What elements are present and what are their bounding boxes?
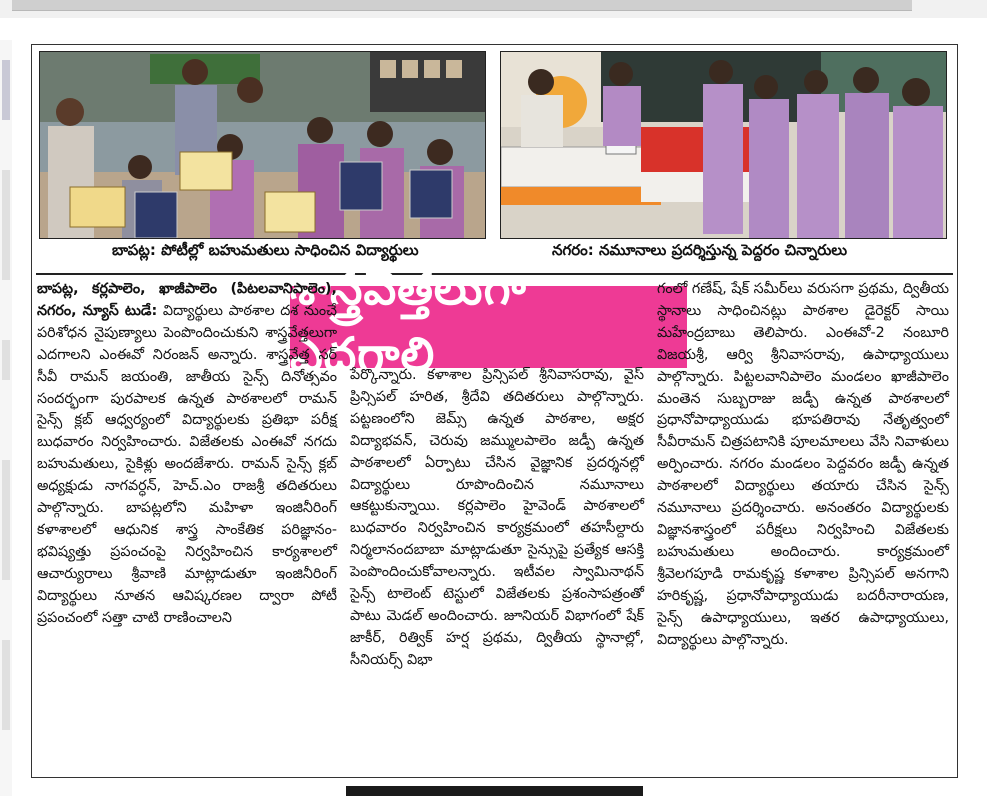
adjacent-page-edge <box>0 40 12 796</box>
body-text-col2: పేర్కొన్నారు. కళాశాల ప్రిన్సిపల్ శ్రీనివాసరావు, వైస్ ప్రిన్సిపల్ హరిత, శ్రీదేవి తదితరులు పాల్గొన్నారు. పట్టణంలోని జెమ్స్ ఉన్నత పాఠశాల, అక్షర విద్యాభవన్, చెరువు జమ్ములపాలెం జడ్పీ ఉన్నత పాఠశాలలో ఏర్పాటు చేసిన వైజ్ఞానిక ప్రదర్శనల్లో విద్యార్థులు రూపొందించిన నమూనాలు ఆకట్టుకున్నాయి. కర్లపాలెం హైవెండ్ పాఠశాలలో బుధవారం నిర్వహించిన కార్యక్రమంలో తహసీల్దారు నిర్మలానందబాబా మాట్లాడుతూ సైన్సుపై ప్రత్యేక ఆసక్తి పెంపొందించుకోవాలన్నారు. ఇటీవల స్వామినాథన్ సైన్స్ టాలెంట్ టెస్టులో విజేతలకు ప్రశంసాపత్రంతో పాటు మెడల్ అందించారు. జూనియర్ విభాగంలో షేక్ జాకీర్, రిత్విక్ హర్ష ప్రథమ, ద్వితీయ స్థానాల్లో, సీనియర్స్ విభా <box>350 367 644 668</box>
headline-box <box>290 261 687 381</box>
photo-illustration <box>501 52 946 238</box>
photo-caption-right: నగరం: నమూనాలు ప్రదర్శిస్తున్న పెద్దరం చిన్నారులు <box>552 241 848 259</box>
body-text-col1: విద్యార్థులు పాఠశాల దశ నుంచే పరిశోధన నైపుణ్యాలు పెంపొందించుకుని శాస్త్రవేత్తలుగా ఎదగాలని ఎంఈవో నిరంజన్ అన్నారు. శాస్త్రవేత్త సర్ సీవీ రామన్ జయంతి, జాతీయ సైన్స్ దినోత్సవం సందర్భంగా పురపాలక ఉన్నత పాఠశాలలో రామన్ సైన్స్ క్లబ్ ఆధ్వర్యంలో విద్యార్థులకు ప్రతిభా పరీక్ష బుధవారం నిర్వహించారు. విజేతలకు ఎంఈవో నగదు బహుమతులు, సైకిళ్లు అందజేశారు. రామన్ సైన్స్ క్లబ్ అధ్యక్షుడు నాగవర్ధన్, హెచ్.ఎం రాజశ్రీ తదితరులు పాల్గొన్నారు. బాపట్లలోని మహిళా ఇంజినీరింగ్ కళాశాలలో ఆధునిక శాస్త్ర సాంకేతిక పరిజ్ఞానం- భవిష్యత్తు ప్రపంచంపై నిర్వహించిన కార్యశాలలో ఆచార్యురాలు శ్రీవాణి మాట్లాడుతూ ఇంజినీరింగ్ విద్యార్థులు నూతన ఆవిష్కరణల ద్వారా పోటీ ప్రపంచంలో సత్తా చాటి రాణించాలని <box>37 302 338 626</box>
photo-caption-left: బాపట్ల: పోటీల్లో బహుమతులు సాధించిన విద్యార్థులు <box>112 241 419 259</box>
photo-students-with-certificates <box>39 51 486 239</box>
photo-illustration <box>40 52 485 238</box>
previous-article-strip <box>0 0 987 18</box>
body-text-col3: గంలో గణేష్, షేక్ సమీర్‌లు వరుసగా ప్రథమ, ద్వితీయ స్థానాలు సాధించినట్లు పాఠశాల డైరెక్టర్ సాయి మహేంద్రబాబు తెలిపారు. ఎంఈవో-2 నంబూరి విజయశ్రీ, ఆర్వి శ్రీనివాసరావు, ఉపాధ్యాయులు పాల్గొన్నారు. పిట్టలవానిపాలెం మండలం ఖాజీపాలెం మంతెన సుబ్బరాజు జడ్పీ ఉన్నత పాఠశాలలో ప్రధానోపాధ్యాయుడు భూపతిరావు నేతృత్వంలో సీవీరామన్ చిత్రపటానికి పూలమాలలు వేసి నివాళులు అర్పించారు. నగరం మండలం పెద్దవరం జడ్పీ ఉన్నత పాఠశాలలో విద్యార్థులు తయారు చేసిన సైన్స్ నమూనాలు ప్రదర్శించారు. అనంతరం విద్యార్థులకు విజ్ఞానశాస్త్రంలో పరీక్షలు నిర్వహించి విజేతలకు బహుమతులు అందించారు. కార్యక్రమంలో శ్రీవెలగపూడి రామకృష్ణ కళాశాల ప్రిన్సిపల్ అనగాని హరికృష్ణ, ప్రధానోపాధ్యాయుడు బదరీనారాయణ, సైన్స్ ఉపాధ్యాయులు, ఇతర ఉపాధ్యాయులు, విద్యార్థులు పాల్గొన్నారు. <box>657 281 949 648</box>
next-article-header-edge <box>346 786 643 796</box>
dateline: బాపట్ల, కర్లపాలెం, ఖాజీపాలెం (పిటలవానిపాలెం), నగరం, న్యూస్ టుడే: <box>37 281 337 319</box>
text-column-3 <box>657 279 949 651</box>
previous-article-edge <box>12 0 912 11</box>
news-article <box>31 44 958 778</box>
photo-students-displaying-models <box>500 51 947 239</box>
text-column-2 <box>350 365 644 672</box>
text-column-1 <box>37 279 337 630</box>
headline: శాస్త్రవేత్తలుగా ఎదగాలి <box>290 261 527 381</box>
